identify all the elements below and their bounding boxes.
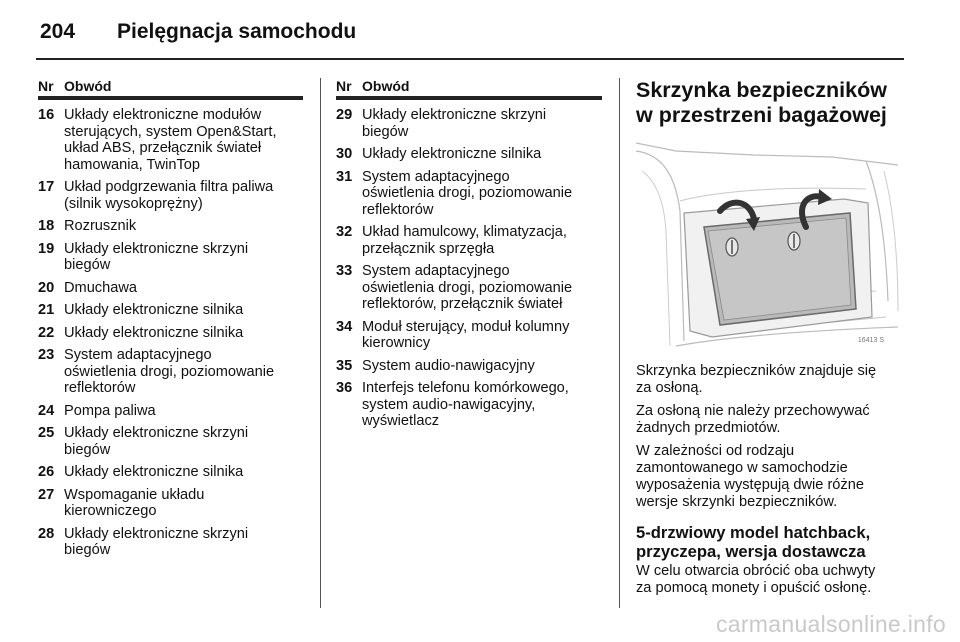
table-row [38,425,303,458]
circuit-description: Układy elektroniczne silnika [362,146,542,162]
table-row [38,325,303,342]
fuse-number: 25 [38,425,55,441]
circuit-description: Układy elektroniczne modułów sterujących, system Open&Start, układ ABS, przełącznik świateł hamowania, TwinTop [64,107,277,173]
table-header [38,78,303,96]
spacer [636,347,906,363]
fuse-number: 23 [38,347,55,363]
circuit-description: Układy elektroniczne silnika [64,302,244,318]
watermark: carmanualsonline.info [715,611,946,637]
section-paragraph: Skrzynka bezpieczników znajduje się za osłoną. [636,363,877,396]
table-row [336,263,602,313]
fuse-number: 20 [38,279,55,296]
fuse-number: 36 [336,380,353,396]
header-rule [36,58,904,60]
table-row [38,218,303,235]
section-body [636,363,906,511]
table-row [336,319,602,352]
table-body [336,107,602,430]
column-divider [320,78,321,608]
page-number: 204 [40,20,76,43]
fuse-number: 32 [336,224,353,240]
figure-number: 16413 S [857,337,884,344]
table-row [336,380,602,430]
circuit-description: Układy elektroniczne skrzyni biegów [362,107,547,140]
column-header-nr: Nr [38,78,54,94]
section-title: Skrzynka bezpieczników w przestrzeni bagażowej [636,78,887,127]
circuit-description: Rozrusznik [64,218,137,234]
table-row [38,403,303,420]
circuit-description: Układy elektroniczne silnika [64,464,244,480]
subsection-title: 5-drzwiowy model hatchback, przyczepa, wersja dostawcza [636,523,871,561]
circuit-description: Wspomaganie układu kierowniczego [64,486,205,519]
fuse-number: 30 [336,146,353,162]
fuse-number: 33 [336,263,353,279]
circuit-description: System audio-nawigacyjny [362,357,535,374]
circuit-description: Układy elektroniczne skrzyni biegów [64,525,249,558]
table-header-rule [336,96,602,100]
table-row [38,487,303,520]
fuse-table-1 [38,78,303,565]
table-row [336,169,602,219]
table-row [336,358,602,375]
fuse-number: 27 [38,486,55,503]
fuse-number: 21 [38,302,55,318]
fuse-number: 24 [38,402,55,419]
table-row [38,107,303,173]
circuit-description: System adaptacyjnego oświetlenia drogi, poziomowanie reflektorów [64,347,275,396]
section-paragraph: Za osłoną nie należy przechowywać żadnych przedmiotów. [636,403,870,436]
circuit-description: System adaptacyjnego oświetlenia drogi, poziomowanie reflektorów [362,168,573,218]
fuse-number: 22 [38,324,55,341]
circuit-description: Układy elektroniczne skrzyni biegów [64,240,249,273]
fuse-number: 26 [38,464,55,480]
fuse-number: 35 [336,357,353,374]
fuse-number: 34 [336,318,353,335]
table-row [336,146,602,163]
table-row [38,302,303,319]
fuse-table-2 [336,78,602,436]
fuse-box-cover-figure [636,141,900,347]
column-header-obwod: Obwód [362,78,410,94]
fuse-number: 28 [38,525,55,542]
table-header-rule [38,96,303,100]
table-header [336,78,602,96]
table-row [38,241,303,274]
section-paragraph: W zależności od rodzaju zamontowanego w samochodzie wyposażenia występują dwie różne wersje skrzynki bezpieczników. [636,443,864,510]
column-header-obwod: Obwód [64,78,112,94]
fuse-number: 29 [336,107,353,123]
table-body [38,107,303,559]
circuit-description: Układ podgrzewania filtra paliwa (silnik wysokoprężny) [64,179,274,212]
column-header-nr: Nr [336,78,352,94]
table-row [38,464,303,481]
fuse-number: 18 [38,218,55,234]
table-row [336,224,602,257]
circuit-description: Dmuchawa [64,279,137,296]
table-row [38,526,303,559]
circuit-description: Układy elektroniczne skrzyni biegów [64,425,249,458]
fuse-box-section [636,78,906,603]
subsection-paragraph: W celu otwarcia obrócić oba uchwyty za pomocą monety i opuścić osłonę. [636,563,876,596]
table-row [38,179,303,212]
table-row [38,280,303,297]
fuse-number: 17 [38,179,55,195]
circuit-description: System adaptacyjnego oświetlenia drogi, poziomowanie reflektorów, przełącznik świateł [362,263,573,312]
circuit-description: Interfejs telefonu komórkowego, system audio-nawigacyjny, wyświetlacz [362,380,569,429]
circuit-description: Układ hamulcowy, klimatyzacja, przełącznik sprzęgła [362,224,567,257]
fuse-number: 16 [38,107,55,123]
circuit-description: Układy elektroniczne silnika [64,324,244,341]
trunk-fuse-box-illustration [636,141,900,347]
fuse-number: 19 [38,240,55,257]
table-row [38,347,303,397]
table-row [336,107,602,140]
fuse-number: 31 [336,168,353,185]
circuit-description: Moduł sterujący, moduł kolumny kierownicy [362,318,570,351]
page-title: Pielęgnacja samochodu [117,20,357,43]
circuit-description: Pompa paliwa [64,402,156,419]
column-divider [619,78,620,608]
